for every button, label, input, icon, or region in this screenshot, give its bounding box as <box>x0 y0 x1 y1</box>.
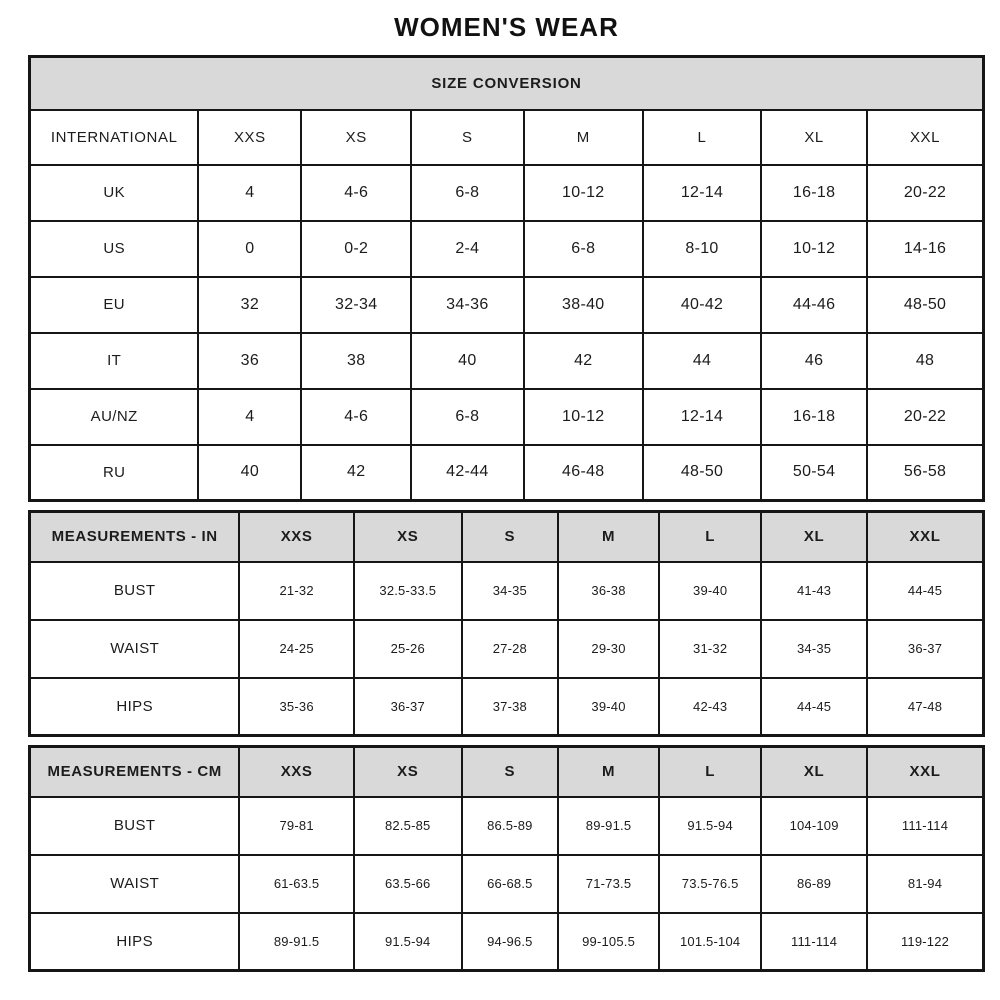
cell-value: 111-114 <box>761 913 867 971</box>
cell-value: 20-22 <box>867 389 983 445</box>
cell-value: 119-122 <box>867 913 983 971</box>
cell-value: 48-50 <box>643 445 761 501</box>
cell-value: 42-43 <box>659 678 761 736</box>
cell-value: 35-36 <box>239 678 353 736</box>
row-label: EU <box>30 277 199 333</box>
cell-value: 47-48 <box>867 678 983 736</box>
cell-value: 48-50 <box>867 277 983 333</box>
cell-value: 44 <box>643 333 761 389</box>
cell-value: 89-91.5 <box>239 913 353 971</box>
row-header-column-label: MEASUREMENTS - IN <box>30 512 240 562</box>
cell-value: 42-44 <box>411 445 524 501</box>
size-chart-page <box>28 0 985 972</box>
size-column-label: XXS <box>239 512 353 562</box>
size-column-label: S <box>462 512 558 562</box>
size-column-label: M <box>558 747 659 797</box>
size-column-label: L <box>659 512 761 562</box>
table-row <box>30 389 984 445</box>
cell-value: 50-54 <box>761 445 867 501</box>
cell-value: 44-46 <box>761 277 867 333</box>
table-row <box>30 913 984 971</box>
cell-value: 91.5-94 <box>354 913 462 971</box>
row-label: BUST <box>30 797 240 855</box>
cell-value: 4-6 <box>301 165 411 221</box>
cell-value: 40-42 <box>643 277 761 333</box>
table-row <box>30 797 984 855</box>
size-conversion-table <box>28 55 985 502</box>
table-row <box>30 165 984 221</box>
row-label: UK <box>30 165 199 221</box>
cell-value: 42 <box>524 333 643 389</box>
row-label: IT <box>30 333 199 389</box>
cell-value: 4-6 <box>301 389 411 445</box>
cell-value: 56-58 <box>867 445 983 501</box>
column-header-row <box>30 512 984 562</box>
size-column-label: XXL <box>867 512 983 562</box>
cell-value: 32-34 <box>301 277 411 333</box>
cell-value: 16-18 <box>761 389 867 445</box>
cell-value: 40 <box>198 445 301 501</box>
cell-value: 44-45 <box>761 678 867 736</box>
measurements-in-table <box>28 510 985 737</box>
cell-value: 104-109 <box>761 797 867 855</box>
cell-value: 44-45 <box>867 562 983 620</box>
cell-value: 41-43 <box>761 562 867 620</box>
page-title: WOMEN'S WEAR <box>394 12 619 42</box>
cell-value: 73.5-76.5 <box>659 855 761 913</box>
row-label: HIPS <box>30 913 240 971</box>
column-header-row <box>30 747 984 797</box>
size-column-label: XS <box>354 512 462 562</box>
cell-value: 71-73.5 <box>558 855 659 913</box>
cell-value: 63.5-66 <box>354 855 462 913</box>
cell-value: 37-38 <box>462 678 558 736</box>
table-banner: SIZE CONVERSION <box>30 57 984 110</box>
cell-value: 42 <box>301 445 411 501</box>
measurements-cm-section <box>28 745 985 972</box>
cell-value: 39-40 <box>659 562 761 620</box>
row-label: AU/NZ <box>30 389 199 445</box>
cell-value: 81-94 <box>867 855 983 913</box>
cell-value: 38 <box>301 333 411 389</box>
cell-value: 38-40 <box>524 277 643 333</box>
cell-value: 36 <box>198 333 301 389</box>
table-row <box>30 620 984 678</box>
cell-value: 6-8 <box>524 221 643 277</box>
row-label: HIPS <box>30 678 240 736</box>
cell-value: 34-35 <box>462 562 558 620</box>
size-column-label: S <box>462 747 558 797</box>
size-column-label: XL <box>761 747 867 797</box>
cell-value: 91.5-94 <box>659 797 761 855</box>
size-column-label: XXS <box>239 747 353 797</box>
cell-value: 10-12 <box>524 165 643 221</box>
cell-value: 4 <box>198 389 301 445</box>
cell-value: 66-68.5 <box>462 855 558 913</box>
cell-value: 21-32 <box>239 562 353 620</box>
row-label: WAIST <box>30 620 240 678</box>
cell-value: 111-114 <box>867 797 983 855</box>
measurements-cm-table <box>28 745 985 972</box>
row-label: US <box>30 221 199 277</box>
table-row <box>30 333 984 389</box>
cell-value: 94-96.5 <box>462 913 558 971</box>
cell-value: 86-89 <box>761 855 867 913</box>
size-conversion-section <box>28 55 985 502</box>
row-label: RU <box>30 445 199 501</box>
size-column-label: XXS <box>198 110 301 165</box>
size-column-label: M <box>558 512 659 562</box>
cell-value: 25-26 <box>354 620 462 678</box>
size-column-label: S <box>411 110 524 165</box>
cell-value: 32 <box>198 277 301 333</box>
size-column-label: XL <box>761 110 867 165</box>
cell-value: 34-35 <box>761 620 867 678</box>
size-column-label: XS <box>354 747 462 797</box>
column-header-row <box>30 110 984 165</box>
cell-value: 61-63.5 <box>239 855 353 913</box>
cell-value: 32.5-33.5 <box>354 562 462 620</box>
cell-value: 36-38 <box>558 562 659 620</box>
cell-value: 16-18 <box>761 165 867 221</box>
cell-value: 40 <box>411 333 524 389</box>
cell-value: 99-105.5 <box>558 913 659 971</box>
cell-value: 2-4 <box>411 221 524 277</box>
cell-value: 20-22 <box>867 165 983 221</box>
cell-value: 79-81 <box>239 797 353 855</box>
table-banner-row <box>30 57 984 110</box>
row-header-column-label: INTERNATIONAL <box>30 110 199 165</box>
cell-value: 46 <box>761 333 867 389</box>
cell-value: 86.5-89 <box>462 797 558 855</box>
cell-value: 14-16 <box>867 221 983 277</box>
cell-value: 39-40 <box>558 678 659 736</box>
cell-value: 10-12 <box>524 389 643 445</box>
table-row <box>30 855 984 913</box>
size-column-label: L <box>643 110 761 165</box>
size-column-label: L <box>659 747 761 797</box>
size-column-label: M <box>524 110 643 165</box>
row-label: BUST <box>30 562 240 620</box>
cell-value: 27-28 <box>462 620 558 678</box>
size-column-label: XXL <box>867 747 983 797</box>
row-header-column-label: MEASUREMENTS - CM <box>30 747 240 797</box>
cell-value: 36-37 <box>867 620 983 678</box>
cell-value: 0 <box>198 221 301 277</box>
cell-value: 24-25 <box>239 620 353 678</box>
cell-value: 36-37 <box>354 678 462 736</box>
cell-value: 10-12 <box>761 221 867 277</box>
cell-value: 29-30 <box>558 620 659 678</box>
table-row <box>30 445 984 501</box>
cell-value: 31-32 <box>659 620 761 678</box>
cell-value: 48 <box>867 333 983 389</box>
cell-value: 82.5-85 <box>354 797 462 855</box>
cell-value: 6-8 <box>411 165 524 221</box>
cell-value: 46-48 <box>524 445 643 501</box>
table-row <box>30 678 984 736</box>
cell-value: 89-91.5 <box>558 797 659 855</box>
size-column-label: XXL <box>867 110 983 165</box>
size-column-label: XL <box>761 512 867 562</box>
cell-value: 12-14 <box>643 389 761 445</box>
cell-value: 101.5-104 <box>659 913 761 971</box>
table-row <box>30 277 984 333</box>
cell-value: 12-14 <box>643 165 761 221</box>
cell-value: 8-10 <box>643 221 761 277</box>
table-row <box>30 562 984 620</box>
measurements-in-section <box>28 510 985 737</box>
cell-value: 0-2 <box>301 221 411 277</box>
table-row <box>30 221 984 277</box>
size-column-label: XS <box>301 110 411 165</box>
cell-value: 34-36 <box>411 277 524 333</box>
row-label: WAIST <box>30 855 240 913</box>
cell-value: 6-8 <box>411 389 524 445</box>
cell-value: 4 <box>198 165 301 221</box>
